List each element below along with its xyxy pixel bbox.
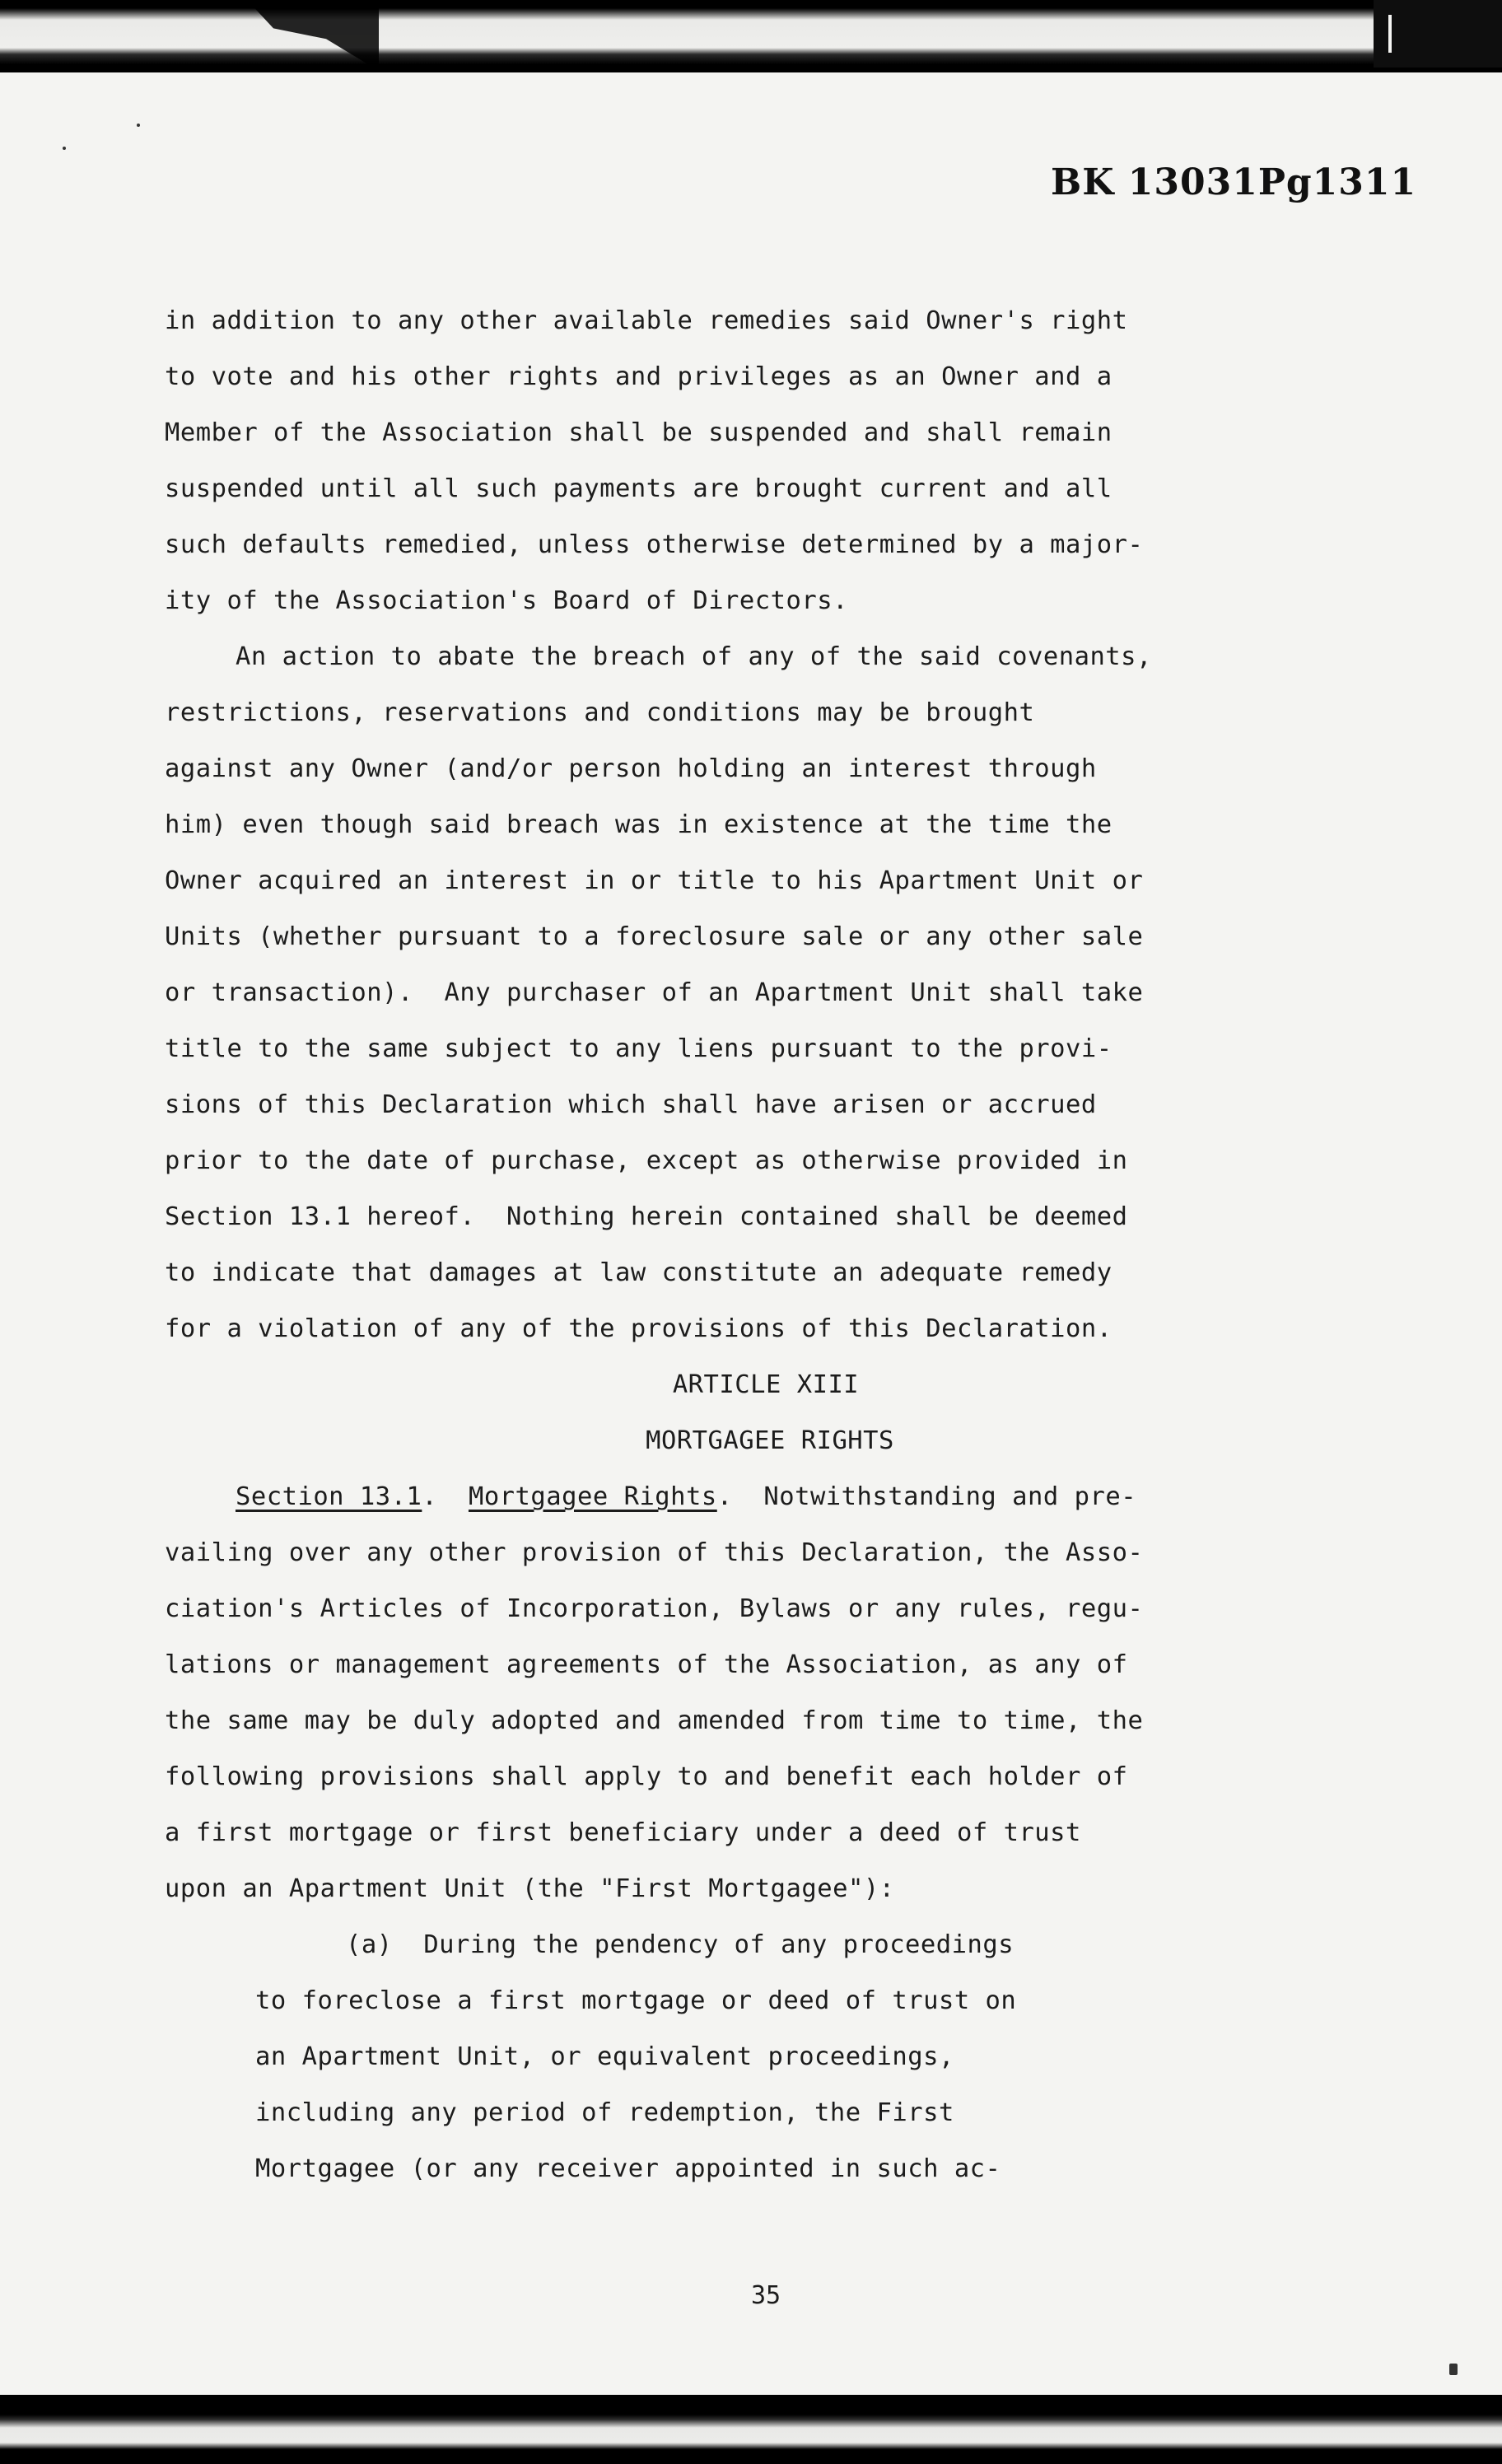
text-line: ciation's Articles of Incorporation, Bylaws or any rules, regu- bbox=[165, 1594, 1144, 1623]
text-line: vailing over any other provision of this Declaration, the Asso- bbox=[165, 1538, 1144, 1567]
text-line: sions of this Declaration which shall have arisen or accrued bbox=[165, 1090, 1097, 1119]
scan-border-corner bbox=[1374, 0, 1502, 68]
page-number: 35 bbox=[750, 2281, 781, 2310]
text-line: a first mortgage or first beneficiary under a deed of trust bbox=[165, 1818, 1081, 1847]
section-first-line: Section 13.1. Mortgagee Rights. Notwithstanding and pre- bbox=[236, 1482, 1137, 1511]
text-line: prior to the date of purchase, except as otherwise provided in bbox=[165, 1146, 1128, 1175]
section-label: Section 13.1 bbox=[236, 1482, 422, 1511]
scan-border-top bbox=[0, 0, 1502, 72]
text-line: to foreclose a first mortgage or deed of trust on bbox=[255, 1986, 1017, 2015]
text-line: to vote and his other rights and privileges as an Owner and a bbox=[165, 362, 1113, 391]
text-line: such defaults remedied, unless otherwise determined by a major- bbox=[165, 530, 1144, 559]
text-line: title to the same subject to any liens pursuant to the provi- bbox=[165, 1034, 1113, 1063]
text-line: lations or management agreements of the Association, as any of bbox=[165, 1650, 1128, 1679]
text-line: Section 13.1 hereof. Nothing herein contained shall be deemed bbox=[165, 1202, 1128, 1231]
article-number: ARTICLE XIII bbox=[672, 1370, 860, 1399]
scan-speck bbox=[1449, 2364, 1458, 2375]
text-line: ity of the Association's Board of Directors. bbox=[165, 586, 848, 615]
text-line: following provisions shall apply to and benefit each holder of bbox=[165, 1762, 1128, 1791]
text-line: restrictions, reservations and conditions may be brought bbox=[165, 698, 1035, 727]
text-line: in addition to any other available remedies said Owner's right bbox=[165, 306, 1128, 335]
text-line: him) even though said breach was in existence at the time the bbox=[165, 810, 1113, 839]
document-body bbox=[165, 293, 1334, 2197]
text-line: to indicate that damages at law constitute an adequate remedy bbox=[165, 1258, 1113, 1287]
text-line: against any Owner (and/or person holding an interest through bbox=[165, 754, 1097, 783]
text-line: Mortgagee (or any receiver appointed in such ac- bbox=[255, 2154, 1001, 2183]
text-line: or transaction). Any purchaser of an Apartment Unit shall take bbox=[165, 978, 1144, 1007]
section-13-1 bbox=[165, 1469, 1334, 1917]
section-heading: Mortgagee Rights bbox=[468, 1482, 717, 1511]
text-line: Member of the Association shall be suspended and shall remain bbox=[165, 418, 1113, 447]
scan-border-bottom bbox=[0, 2395, 1502, 2464]
text-line: the same may be duly adopted and amended from time to time, the bbox=[165, 1706, 1144, 1735]
text-line: Notwithstanding and pre- bbox=[763, 1482, 1137, 1511]
paragraph-continuation bbox=[165, 293, 1334, 629]
text-line: for a violation of any of the provisions of this Declaration. bbox=[165, 1314, 1113, 1343]
scan-speck bbox=[63, 147, 66, 150]
text-line: (a) During the pendency of any proceedings bbox=[346, 1930, 1015, 1959]
text-line: an Apartment Unit, or equivalent proceedings, bbox=[255, 2042, 954, 2071]
text-line: upon an Apartment Unit (the "First Mortgagee"): bbox=[165, 1874, 895, 1903]
text-line: Owner acquired an interest in or title to his Apartment Unit or bbox=[165, 866, 1144, 895]
text-line: An action to abate the breach of any of the said covenants, bbox=[236, 642, 1152, 671]
paragraph-action-to-abate bbox=[165, 629, 1334, 1357]
text-line: suspended until all such payments are brought current and all bbox=[165, 474, 1113, 503]
text-line: Units (whether pursuant to a foreclosure sale or any other sale bbox=[165, 922, 1144, 951]
article-title: MORTGAGEE RIGHTS bbox=[646, 1426, 894, 1455]
book-page-reference: BK 13031Pg1311 bbox=[1051, 161, 1417, 203]
subsection-a bbox=[165, 1917, 1334, 2197]
scan-speck bbox=[137, 124, 140, 127]
text-line: including any period of redemption, the First bbox=[255, 2098, 954, 2127]
